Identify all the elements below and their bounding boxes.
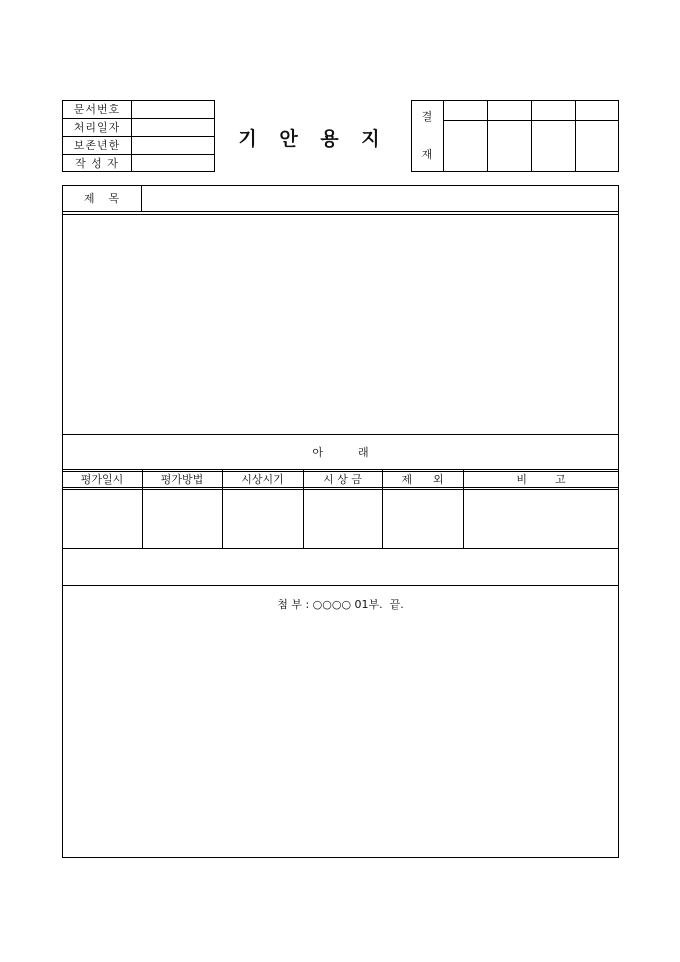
retention-period-field[interactable] <box>131 136 215 155</box>
blank-row-bottomline <box>62 585 619 586</box>
body-divider <box>62 434 619 435</box>
approval-box <box>411 100 619 172</box>
approval-header-cell <box>531 100 576 121</box>
approval-signature-cell[interactable] <box>531 120 576 172</box>
eval-col-header-award-time: 시상시기 <box>241 473 284 486</box>
eval-cell-award-time[interactable] <box>223 490 303 548</box>
approval-signature-cell[interactable] <box>575 120 619 172</box>
eval-header-topline <box>62 469 619 470</box>
approval-header-cell <box>487 100 532 121</box>
meta-label-retention-period: 보존년한 <box>62 136 132 155</box>
meta-label-author: 작 성 자 <box>62 154 132 172</box>
lower-text-area[interactable] <box>63 614 618 857</box>
body-text-area[interactable] <box>63 215 618 434</box>
author-field[interactable] <box>131 154 215 172</box>
eval-cell-method[interactable] <box>143 490 222 548</box>
meta-box <box>62 100 215 172</box>
doc-number-field[interactable] <box>131 100 215 119</box>
process-date-field[interactable] <box>131 118 215 137</box>
subject-field[interactable] <box>142 186 618 212</box>
meta-label-doc-number: 문서번호 <box>62 100 132 119</box>
approval-header-cell <box>443 100 488 121</box>
eval-col-header-exclusion: 제 외 <box>401 473 444 486</box>
approval-header-cell <box>575 100 619 121</box>
attachment-note: 첨 부 : ○○○○ 01부. 끝. <box>277 598 404 611</box>
eval-col-header-method: 평가방법 <box>160 473 204 486</box>
eval-col-header-remarks: 비 고 <box>516 473 566 486</box>
subject-label: 제 목 <box>83 192 120 205</box>
approval-label-top: 결 <box>421 110 434 123</box>
approval-label-bottom: 재 <box>421 148 434 161</box>
blank-row[interactable] <box>63 549 618 585</box>
approval-signature-cell[interactable] <box>487 120 532 172</box>
eval-col-header-date: 평가일시 <box>80 473 124 486</box>
eval-cell-remarks[interactable] <box>464 490 618 548</box>
eval-cell-date[interactable] <box>63 490 142 548</box>
subject-underline <box>62 211 619 212</box>
meta-label-process-date: 처리일자 <box>62 118 132 137</box>
eval-cell-prize[interactable] <box>304 490 382 548</box>
eval-col-header-prize: 시 상 금 <box>323 473 362 486</box>
below-heading: 아 래 <box>312 446 369 459</box>
eval-cell-exclusion[interactable] <box>383 490 463 548</box>
approval-signature-cell[interactable] <box>443 120 488 172</box>
page-title: 기 안 용 지 <box>238 128 388 150</box>
